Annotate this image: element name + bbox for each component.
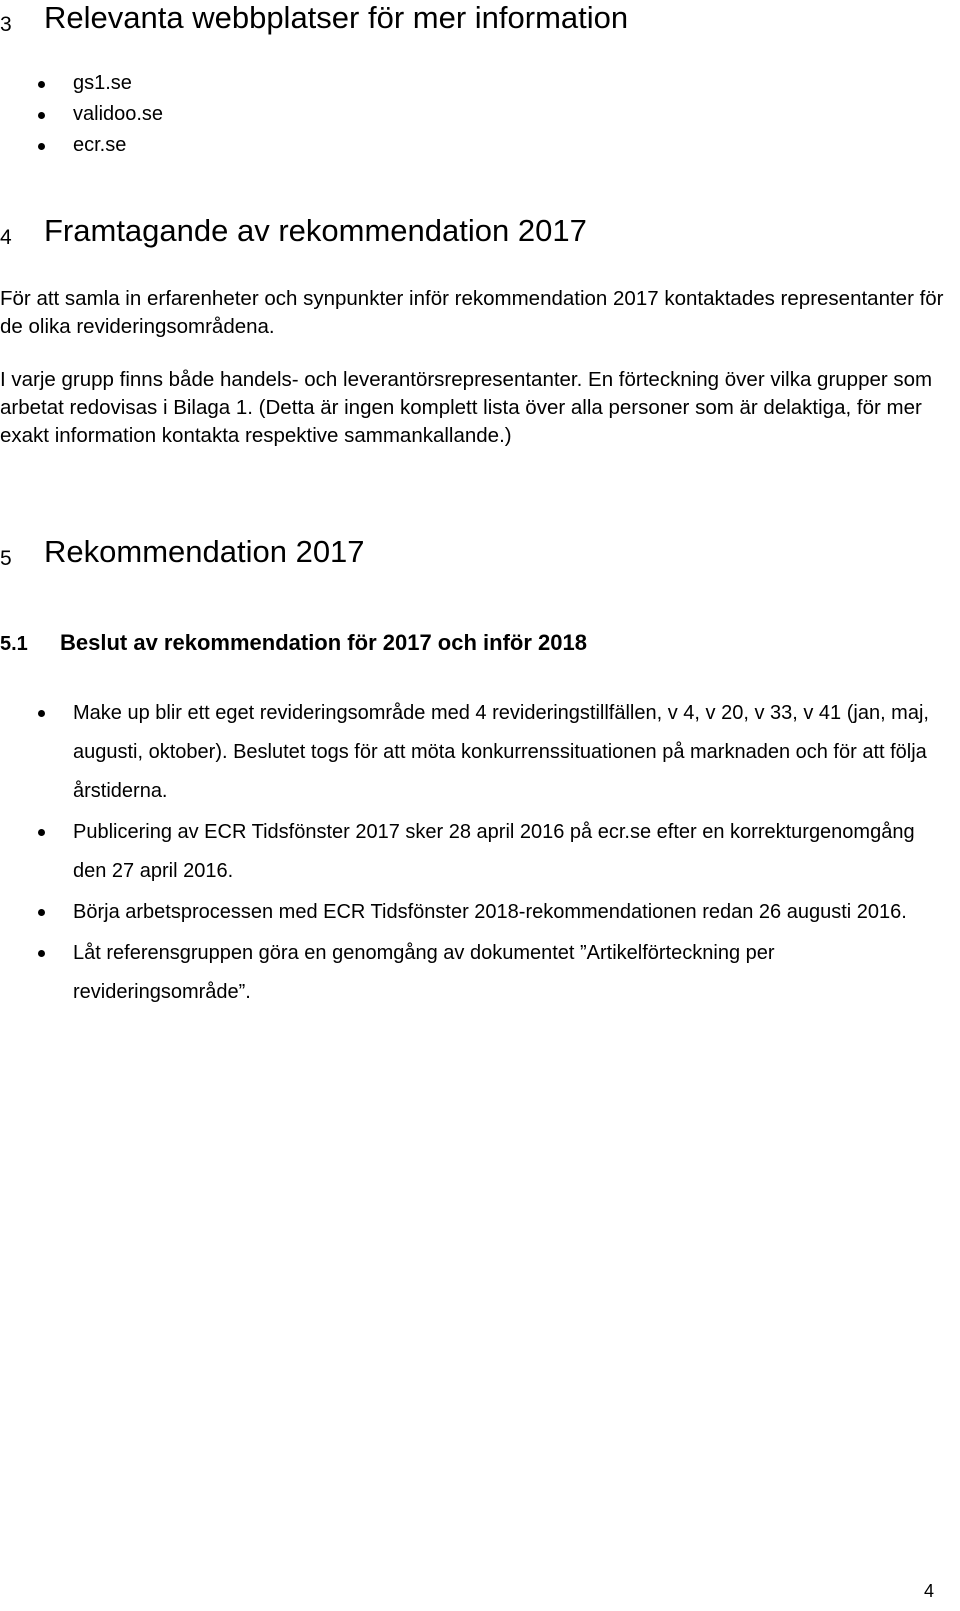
section-4-title: Framtagande av rekommendation 2017 [44,213,587,248]
section-3-number: 3 [0,13,12,36]
bullet-icon [38,909,45,916]
section-5-1-title: Beslut av rekommendation för 2017 och inför 2018 [60,630,587,655]
recommendation-list [0,694,950,1014]
bullet-icon [38,112,45,119]
list-item [0,893,950,932]
website-link-ecr[interactable]: ecr.se [73,134,127,156]
bullet-icon [38,710,45,717]
recommendation-text: Make up blir ett eget revideringsområde med 4 revideringstillfällen, v 4, v 20, v 33, v 41 (jan, maj, augusti, oktober). Beslutet togs för att möta konkurrenssituationen på marknaden och för att följa årstiderna. [73,702,929,802]
website-link-validoo[interactable]: validoo.se [73,103,164,125]
section-4-number: 4 [0,226,12,249]
recommendation-text: Publicering av ECR Tidsfönster 2017 sker 28 april 2016 på ecr.se efter en korrekturgenomgång den 27 april 2016. [73,821,915,882]
bullet-icon [38,143,45,150]
section-4-paragraph-1: För att samla in erfarenheter och synpunkter inför rekommendation 2017 kontaktades representanter för de olika revideringsområdena. [0,287,944,338]
bullet-icon [38,829,45,836]
list-item [0,934,950,1012]
list-item [0,813,950,891]
section-4-paragraph-2: I varje grupp finns både handels- och leverantörsrepresentanter. En förteckning över vilka grupper som arbetat redovisas i Bilaga 1. (Detta är ingen komplett lista över alla personer som är delaktiga, för mer exakt information kontakta respektive sammankallande.) [0,368,933,447]
page-number: 4 [923,1581,934,1601]
section-3-title: Relevanta webbplatser för mer information [44,0,629,35]
website-link-gs1[interactable]: gs1.se [73,72,132,94]
section-5-title: Rekommendation 2017 [44,534,365,569]
recommendation-text: Låt referensgruppen göra en genomgång av dokumentet ”Artikelförteckning per revideringsområde”. [73,942,775,1003]
list-item [0,694,950,811]
section-5-number: 5 [0,547,12,570]
bullet-icon [38,950,45,957]
recommendation-text: Börja arbetsprocessen med ECR Tidsfönster 2018-rekommendationen redan 26 augusti 2016. [73,901,907,923]
section-5-1-number: 5.1 [0,633,28,655]
bullet-icon [38,81,45,88]
